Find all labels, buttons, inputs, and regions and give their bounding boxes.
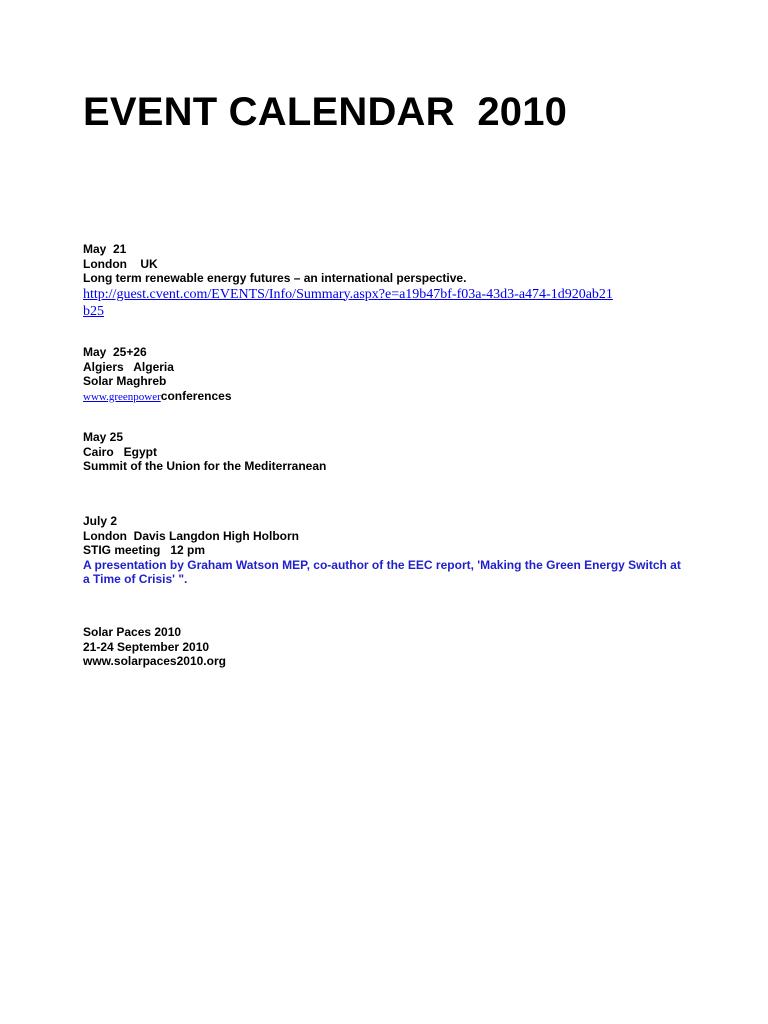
event-name: Summit of the Union for the Mediterranean — [83, 459, 327, 473]
event-entry — [83, 625, 703, 669]
event-name: STIG meeting 12 pm — [83, 543, 206, 557]
event-link[interactable]: http://guest.cvent.com/EVENTS/Info/Summary.aspx?e=a19b47bf-f03a-43d3-a474-1d920ab21b25 — [83, 286, 613, 319]
event-link[interactable]: www.greenpower — [83, 390, 161, 403]
event-name: Solar Paces 2010 — [83, 625, 182, 639]
event-website: www.solarpaces2010.org — [83, 654, 226, 668]
event-date: May 21 — [83, 242, 127, 256]
event-description: A presentation by Graham Watson MEP, co-author of the EEC report, 'Making the Green Energy Switch at a Time of Crisis' ". — [83, 557, 681, 586]
event-date: July 2 — [83, 514, 118, 528]
page-title: EVENT CALENDAR 2010 — [83, 90, 568, 134]
event-entry — [83, 430, 703, 474]
event-location: Cairo Egypt — [83, 444, 158, 459]
event-name: Long term renewable energy futures – an international perspective. — [83, 271, 467, 285]
event-name: Solar Maghreb — [83, 374, 167, 388]
event-entry — [83, 242, 703, 320]
event-entry — [83, 345, 703, 404]
event-location: London UK — [83, 256, 158, 271]
event-date: 21-24 September 2010 — [83, 639, 210, 654]
event-date: May 25+26 — [83, 345, 147, 359]
event-entry — [83, 514, 703, 587]
event-link-suffix: conferences — [160, 388, 232, 403]
event-location: Algiers Algeria — [83, 359, 174, 374]
event-location: London Davis Langdon High Holborn — [83, 528, 299, 543]
event-date: May 25 — [83, 430, 124, 444]
event-website-line — [83, 389, 703, 405]
